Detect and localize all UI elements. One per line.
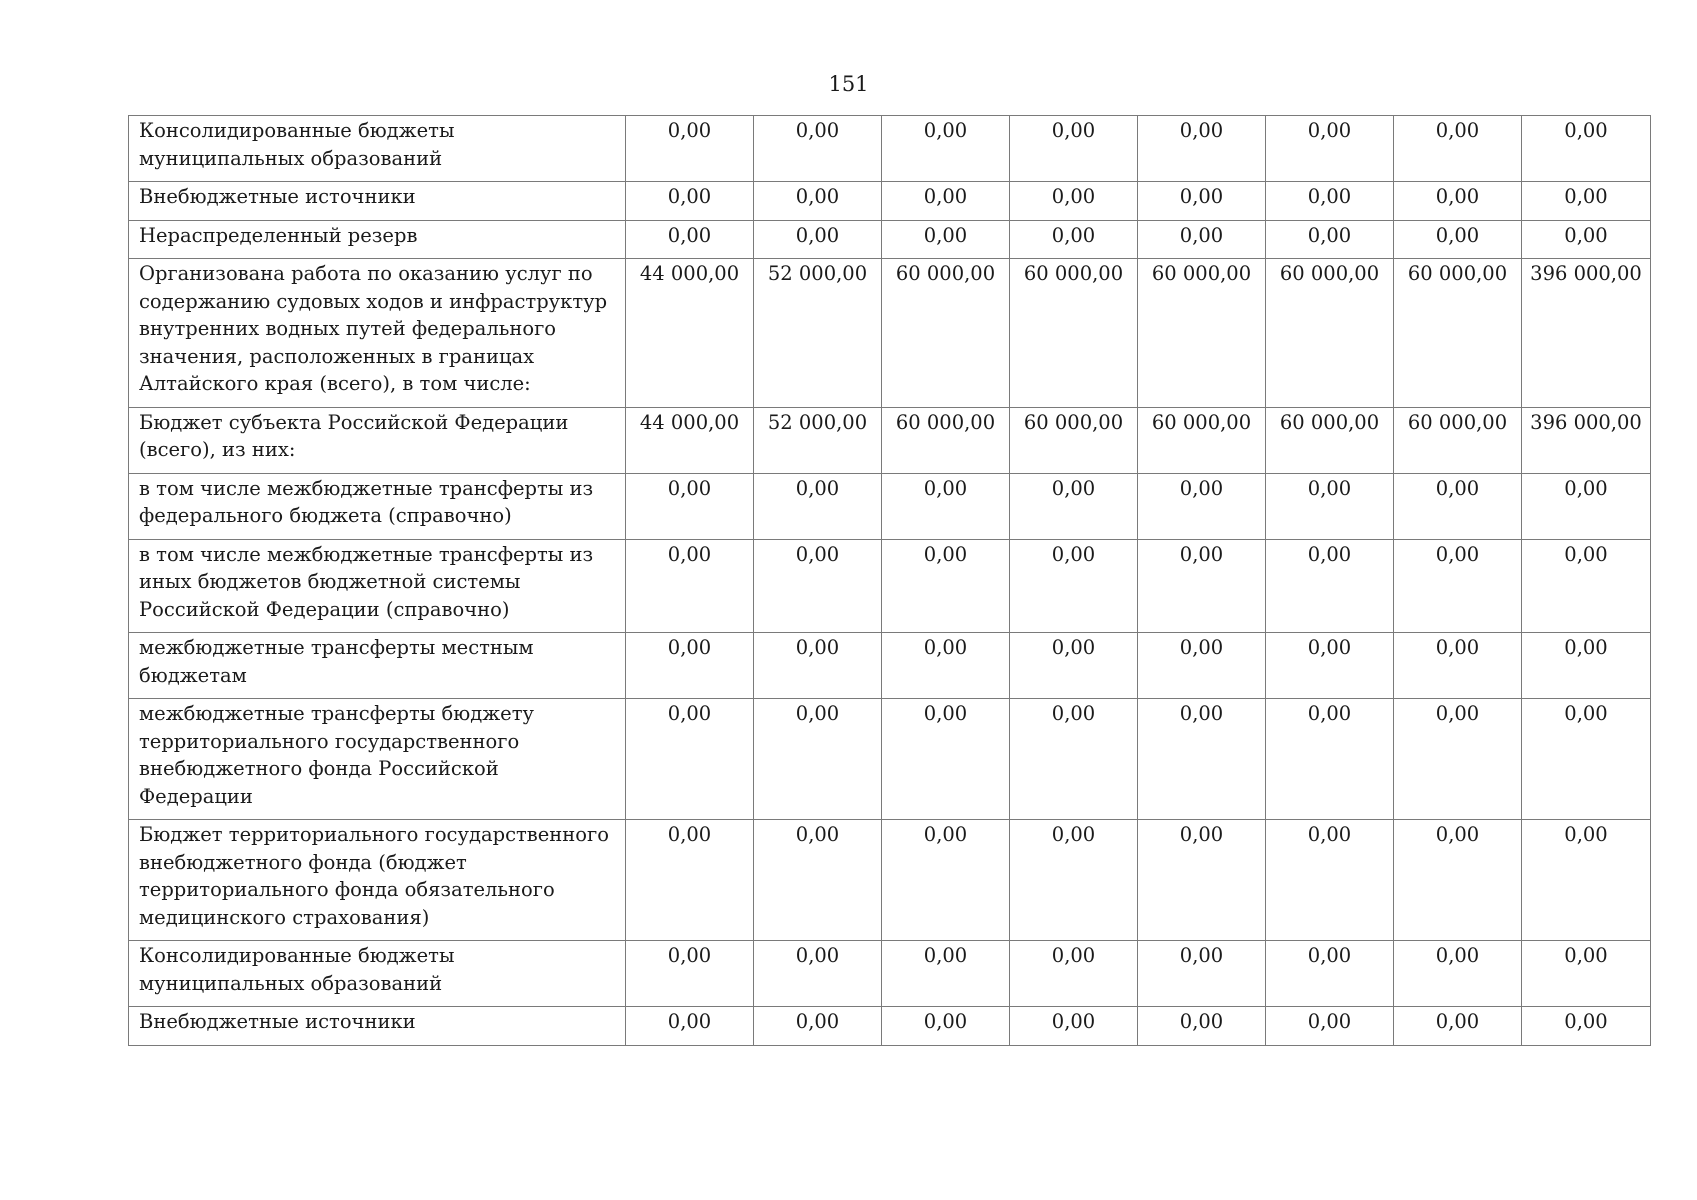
value-cell: 0,00: [754, 182, 882, 221]
value-cell: 0,00: [882, 473, 1010, 539]
value-cell: 0,00: [626, 941, 754, 1007]
value-cell: 0,00: [1266, 473, 1394, 539]
budget-table-body: [129, 116, 1651, 1046]
value-cell: 0,00: [754, 699, 882, 820]
value-cell: 0,00: [1010, 820, 1138, 941]
value-cell: 0,00: [626, 182, 754, 221]
value-cell: 0,00: [754, 941, 882, 1007]
value-cell: 0,00: [1394, 116, 1522, 182]
row-label: Консолидированные бюджеты муниципальных образований: [129, 941, 626, 1007]
value-cell: 0,00: [1138, 182, 1266, 221]
value-cell: 60 000,00: [1394, 407, 1522, 473]
value-cell: 0,00: [1010, 633, 1138, 699]
value-cell: 0,00: [1266, 699, 1394, 820]
value-cell: 0,00: [1394, 941, 1522, 1007]
value-cell: 0,00: [1138, 220, 1266, 259]
value-cell: 0,00: [882, 539, 1010, 633]
value-cell: 0,00: [1522, 941, 1651, 1007]
value-cell: 0,00: [1138, 820, 1266, 941]
value-cell: 0,00: [1138, 633, 1266, 699]
value-cell: 0,00: [1138, 539, 1266, 633]
value-cell: 0,00: [1138, 941, 1266, 1007]
value-cell: 0,00: [882, 699, 1010, 820]
value-cell: 0,00: [882, 820, 1010, 941]
row-label: межбюджетные трансферты бюджету территориального государственного внебюджетного фонда Российской Федерации: [129, 699, 626, 820]
value-cell: 0,00: [754, 820, 882, 941]
value-cell: 60 000,00: [1138, 407, 1266, 473]
value-cell: 0,00: [626, 699, 754, 820]
value-cell: 0,00: [1394, 220, 1522, 259]
value-cell: 0,00: [1522, 699, 1651, 820]
value-cell: 0,00: [1522, 473, 1651, 539]
value-cell: 0,00: [626, 220, 754, 259]
table-row: [129, 699, 1651, 820]
value-cell: 52 000,00: [754, 407, 882, 473]
value-cell: 0,00: [626, 633, 754, 699]
table-row: [129, 941, 1651, 1007]
value-cell: 0,00: [626, 1007, 754, 1046]
value-cell: 0,00: [1522, 116, 1651, 182]
value-cell: 0,00: [1266, 941, 1394, 1007]
value-cell: 0,00: [754, 633, 882, 699]
value-cell: 0,00: [626, 539, 754, 633]
value-cell: 0,00: [1010, 1007, 1138, 1046]
table-row: [129, 259, 1651, 408]
value-cell: 0,00: [1266, 182, 1394, 221]
value-cell: 0,00: [1266, 539, 1394, 633]
value-cell: 0,00: [1010, 539, 1138, 633]
value-cell: 0,00: [754, 116, 882, 182]
page-number: 151: [828, 72, 869, 96]
value-cell: 0,00: [1010, 699, 1138, 820]
row-label: Внебюджетные источники: [129, 182, 626, 221]
table-row: [129, 473, 1651, 539]
value-cell: 52 000,00: [754, 259, 882, 408]
value-cell: 0,00: [882, 182, 1010, 221]
value-cell: 0,00: [1138, 1007, 1266, 1046]
value-cell: 0,00: [1266, 220, 1394, 259]
value-cell: 60 000,00: [1010, 407, 1138, 473]
value-cell: 396 000,00: [1522, 407, 1651, 473]
row-label: Нераспределенный резерв: [129, 220, 626, 259]
value-cell: 0,00: [882, 1007, 1010, 1046]
row-label: Бюджет субъекта Российской Федерации (всего), из них:: [129, 407, 626, 473]
value-cell: 60 000,00: [1266, 407, 1394, 473]
value-cell: 60 000,00: [1138, 259, 1266, 408]
value-cell: 0,00: [882, 220, 1010, 259]
row-label: в том числе межбюджетные трансферты из федерального бюджета (справочно): [129, 473, 626, 539]
row-label: Консолидированные бюджеты муниципальных образований: [129, 116, 626, 182]
row-label: в том числе межбюджетные трансферты из иных бюджетов бюджетной системы Российской Федерации (справочно): [129, 539, 626, 633]
value-cell: 0,00: [1266, 633, 1394, 699]
value-cell: 0,00: [1394, 820, 1522, 941]
value-cell: 396 000,00: [1522, 259, 1651, 408]
table-row: [129, 1007, 1651, 1046]
value-cell: 0,00: [1394, 633, 1522, 699]
value-cell: 0,00: [754, 1007, 882, 1046]
value-cell: 0,00: [1394, 1007, 1522, 1046]
value-cell: 0,00: [1394, 539, 1522, 633]
table-row: [129, 539, 1651, 633]
value-cell: 0,00: [1522, 182, 1651, 221]
value-cell: 0,00: [1522, 1007, 1651, 1046]
table-row: [129, 116, 1651, 182]
table-row: [129, 220, 1651, 259]
value-cell: 0,00: [1010, 182, 1138, 221]
value-cell: 60 000,00: [882, 407, 1010, 473]
value-cell: 0,00: [626, 116, 754, 182]
value-cell: 0,00: [882, 941, 1010, 1007]
value-cell: 0,00: [1266, 1007, 1394, 1046]
value-cell: 0,00: [882, 116, 1010, 182]
value-cell: 0,00: [1010, 473, 1138, 539]
value-cell: 44 000,00: [626, 407, 754, 473]
table-row: [129, 407, 1651, 473]
value-cell: 0,00: [1522, 633, 1651, 699]
row-label: межбюджетные трансферты местным бюджетам: [129, 633, 626, 699]
value-cell: 44 000,00: [626, 259, 754, 408]
value-cell: 0,00: [626, 473, 754, 539]
table-row: [129, 820, 1651, 941]
value-cell: 0,00: [1394, 473, 1522, 539]
value-cell: 0,00: [1010, 941, 1138, 1007]
value-cell: 60 000,00: [1010, 259, 1138, 408]
value-cell: 0,00: [754, 473, 882, 539]
value-cell: 0,00: [1010, 220, 1138, 259]
value-cell: 60 000,00: [1394, 259, 1522, 408]
value-cell: 0,00: [1266, 820, 1394, 941]
value-cell: 0,00: [1522, 820, 1651, 941]
row-label: Организована работа по оказанию услуг по содержанию судовых ходов и инфраструктур внутренних водных путей федерального значения, расположенных в границах Алтайского края (всего), в том числе:: [129, 259, 626, 408]
value-cell: 0,00: [1394, 699, 1522, 820]
value-cell: 0,00: [754, 220, 882, 259]
value-cell: 0,00: [1522, 220, 1651, 259]
value-cell: 0,00: [626, 820, 754, 941]
value-cell: 60 000,00: [1266, 259, 1394, 408]
table-row: [129, 182, 1651, 221]
value-cell: 0,00: [882, 633, 1010, 699]
value-cell: 60 000,00: [882, 259, 1010, 408]
table-row: [129, 633, 1651, 699]
value-cell: 0,00: [1138, 699, 1266, 820]
budget-table: [128, 115, 1651, 1046]
value-cell: 0,00: [754, 539, 882, 633]
value-cell: 0,00: [1394, 182, 1522, 221]
value-cell: 0,00: [1266, 116, 1394, 182]
value-cell: 0,00: [1522, 539, 1651, 633]
value-cell: 0,00: [1138, 116, 1266, 182]
row-label: Внебюджетные источники: [129, 1007, 626, 1046]
value-cell: 0,00: [1010, 116, 1138, 182]
value-cell: 0,00: [1138, 473, 1266, 539]
row-label: Бюджет территориального государственного внебюджетного фонда (бюджет территориального фонда обязательного медицинского страхования): [129, 820, 626, 941]
